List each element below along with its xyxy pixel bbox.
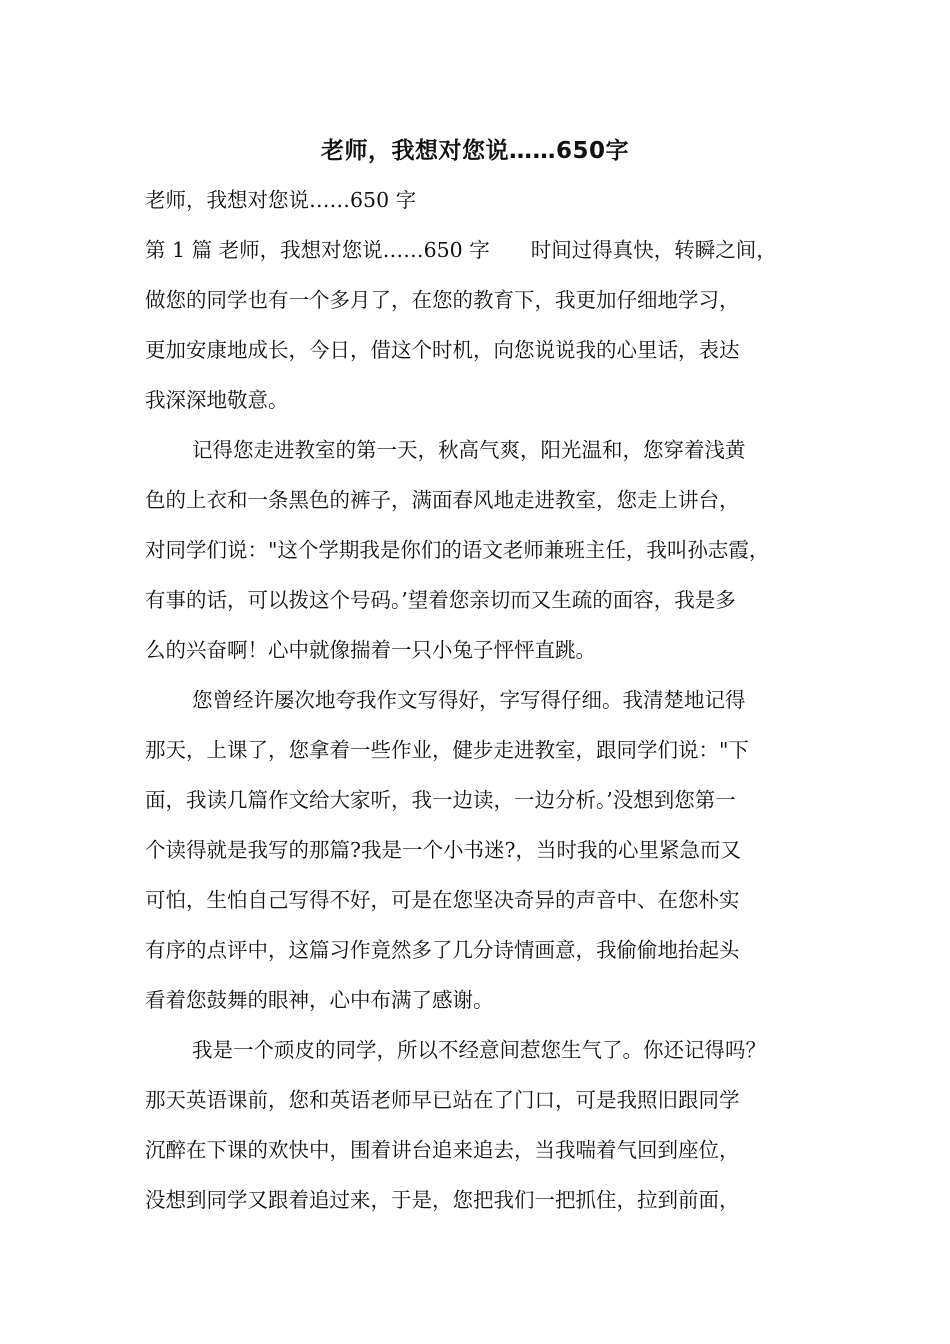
paragraph-line: 色的上衣和一条黑色的裤子，满面春风地走进教室，您走上讲台， (145, 488, 740, 512)
paragraph-line: 第 1 篇 老师，我想对您说……650 字 时间过得真快，转瞬之间， (145, 238, 777, 262)
paragraph-line: 对同学们说："这个学期我是你们的语文老师兼班主任，我叫孙志霞， (145, 538, 770, 562)
paragraph-line: 做您的同学也有一个多月了，在您的教育下，我更加仔细地学习， (145, 288, 740, 312)
paragraph-4 (145, 1025, 835, 1225)
paragraph-line: 更加安康地成长，今日，借这个时机，向您说说我的心里话，表达 (145, 338, 740, 362)
paragraph-1 (145, 225, 835, 425)
paragraph-line: 面，我读几篇作文给大家听，我一边读，一边分析。’没想到您第一 (145, 788, 736, 812)
paragraph-line: 么的兴奋啊！心中就像揣着一只小兔子怦怦直跳。 (145, 638, 596, 662)
paragraph-line: 可怕，生怕自己写得不好，可是在您坚决奇异的声音中、在您朴实 (145, 888, 740, 912)
document-subtitle (145, 175, 835, 225)
paragraph-3 (145, 675, 835, 1025)
document-title: 老师，我想对您说……650字 (320, 138, 629, 164)
paragraph-line: 您曾经许屡次地夸我作文写得好，字写得仔细。我清楚地记得 (192, 688, 746, 712)
paragraph-line: 记得您走进教室的第一天，秋高气爽，阳光温和，您穿着浅黄 (192, 438, 746, 462)
subtitle-line: 老师，我想对您说……650 字 (145, 188, 417, 212)
paragraph-line: 沉醉在下课的欢快中，围着讲台追来追去，当我喘着气回到座位， (145, 1138, 740, 1162)
paragraph-line: 看着您鼓舞的眼神，心中布满了感谢。 (145, 988, 494, 1012)
paragraph-line: 有序的点评中，这篇习作竟然多了几分诗情画意，我偷偷地抬起头 (145, 938, 740, 962)
paragraph-line: 我是一个顽皮的同学，所以不经意间惹您生气了。你还记得吗？ (192, 1038, 766, 1062)
paragraph-line: 有事的话，可以拨这个号码。’望着您亲切而又生疏的面容，我是多 (145, 588, 736, 612)
paragraph-line: 个读得就是我写的那篇?我是一个小书迷?，当时我的心里紧急而又 (145, 838, 741, 862)
paragraph-line: 那天，上课了，您拿着一些作业，健步走进教室，跟同学们说："下 (145, 738, 749, 762)
paragraph-line: 没想到同学又跟着追过来，于是，您把我们一把抓住，拉到前面， (145, 1188, 740, 1212)
paragraph-line: 我深深地敬意。 (145, 388, 289, 412)
paragraph-2 (145, 425, 835, 675)
paragraph-line: 那天英语课前，您和英语老师早已站在了门口，可是我照旧跟同学 (145, 1088, 740, 1112)
